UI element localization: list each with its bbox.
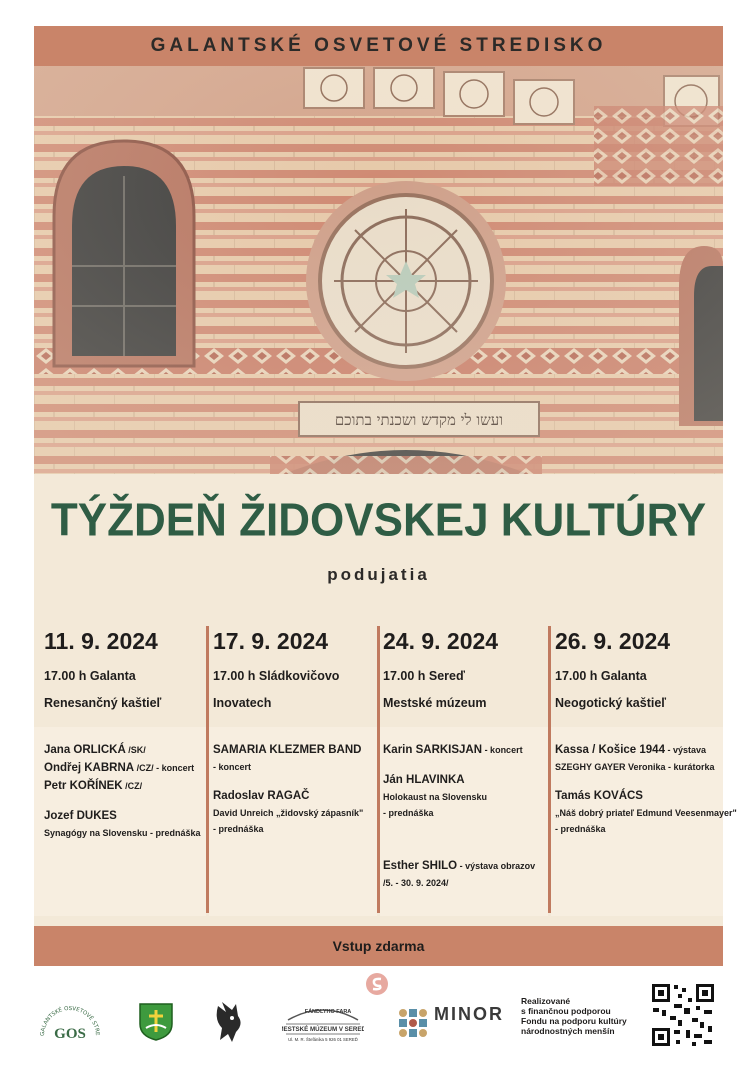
- qr-code-icon[interactable]: [650, 982, 716, 1053]
- event-title: TÝŽDEŇ ŽIDOVSKEJ KULTÚRY: [50, 494, 707, 547]
- event-date: 11. 9. 2024: [44, 628, 158, 654]
- svg-text:MESTSKÉ MÚZEUM V SEREDI: MESTSKÉ MÚZEUM V SEREDI: [282, 1026, 364, 1033]
- svg-text:GALANTSKÉ OSVETOVÉ STREDISKO: GALANTSKÉ OSVETOVÉ STRE: [39, 1005, 101, 1037]
- performer-line: Jozef DUKES: [44, 810, 117, 822]
- svg-text:Ul. M. R. Štefánika 5 926 01: Ul. M. R. Štefánika 5 926 01 SEREĎ: [288, 1037, 358, 1042]
- event-venue: Inovatech: [213, 696, 272, 710]
- performer-line: Jana ORLICKÁ /SK/: [44, 744, 146, 756]
- org-name: GALANTSKÉ OSVETOVÉ STREDISKO: [150, 35, 607, 56]
- program-line: /5. - 30. 9. 2024/: [383, 878, 449, 888]
- program-line: „Náš dobrý priateľ Edmund Veesenmayer": [555, 808, 737, 818]
- footer-bar: [34, 926, 723, 966]
- event-time-place: 17.00 h Galanta: [555, 669, 647, 683]
- performer-line: Ján HLAVINKA: [383, 774, 465, 786]
- performer-line: Tamás KOVÁCS: [555, 790, 643, 802]
- performer-line: Kassa / Košice 1944 - výstava: [555, 744, 706, 756]
- event-venue: Mestské múzeum: [383, 696, 487, 710]
- event-time-place: 17.00 h Galanta: [44, 669, 136, 683]
- funding-note: Realizované s finančnou podporou Fondu na podporu kultúry národnostných menšín: [521, 996, 627, 1036]
- event-date: 24. 9. 2024: [383, 628, 499, 654]
- program-line: - prednáška: [383, 808, 434, 818]
- program-line: SZEGHY GAYER Veronika - kurátorka: [555, 762, 715, 772]
- program-line: - koncert: [213, 762, 252, 772]
- program-line: Holokaust na Slovensku: [383, 792, 488, 802]
- sponsor-logos: [0, 966, 754, 1069]
- coat-of-arms-icon: [138, 1002, 174, 1047]
- poster: [34, 26, 737, 966]
- kultminor-logo-icon: [398, 1008, 428, 1043]
- performer-line: SAMARIA KLEZMER BAND: [213, 744, 362, 756]
- event-column: [380, 624, 548, 916]
- event-date: 26. 9. 2024: [555, 628, 671, 654]
- museum-logo: [282, 1004, 364, 1044]
- kultminor-wordmark: MINOR: [434, 1004, 504, 1024]
- event-columns: [34, 624, 737, 916]
- event-column: [551, 624, 737, 916]
- program-line: Synagógy na Slovensku - prednáška: [44, 828, 201, 838]
- event-time-place: 17.00 h Sereď: [383, 669, 465, 683]
- performer-line: Ondřej KABRNA /CZ/ - koncert: [44, 762, 195, 774]
- svg-text:GOS: GOS: [54, 1026, 86, 1042]
- performer-line: Radoslav RAGAČ: [213, 790, 310, 802]
- performer-line: Karin SARKISJAN - koncert: [383, 744, 523, 756]
- dragon-logo-icon: [212, 1000, 246, 1049]
- svg-text:FÁNDLYHO FARA: FÁNDLYHO FARA: [304, 1009, 352, 1015]
- program-line: David Unreich „židovský zápasník": [213, 808, 364, 818]
- event-subtitle: podujatia: [327, 565, 430, 584]
- gos-logo-icon: [38, 1002, 102, 1047]
- performer-line: Esther SHILO - výstava obrazov: [383, 860, 536, 872]
- performer-line: Petr KOŘÍNEK /CZ/: [44, 780, 143, 792]
- synagogue-photo: [34, 66, 723, 474]
- entry-info: Vstup zdarma: [332, 938, 425, 954]
- event-column: [34, 624, 206, 916]
- program-line: - prednáška: [213, 824, 264, 834]
- event-time-place: 17.00 h Sládkovičovo: [213, 669, 340, 683]
- program-line: - prednáška: [555, 824, 606, 834]
- event-column: [209, 624, 377, 916]
- header-bar: [34, 26, 723, 66]
- event-date: 17. 9. 2024: [213, 628, 329, 654]
- event-venue: Renesančný kaštieľ: [44, 696, 162, 710]
- event-venue: Neogotický kaštieľ: [555, 696, 667, 710]
